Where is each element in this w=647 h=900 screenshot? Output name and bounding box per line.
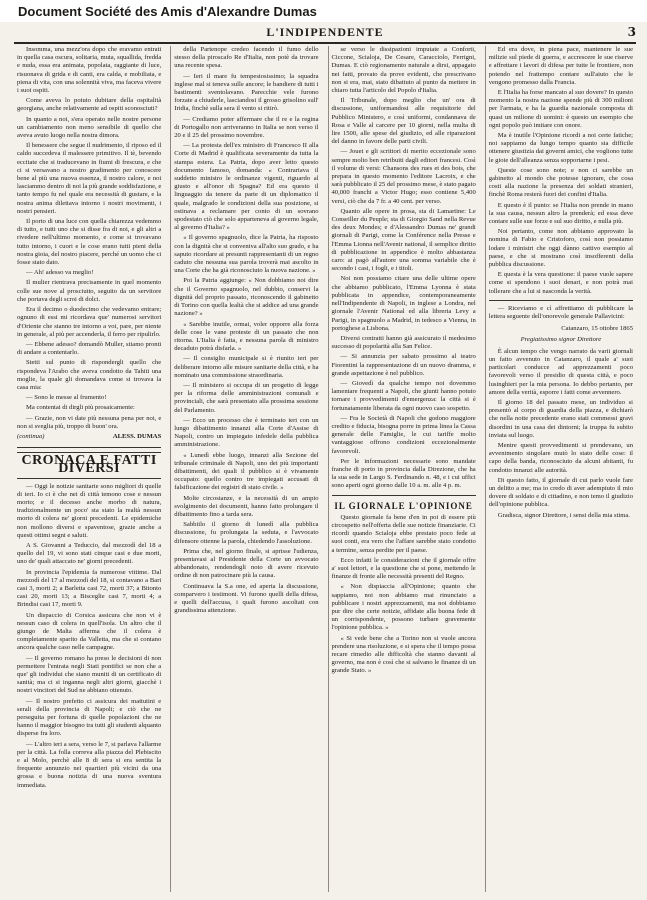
paragraph: « Lunedì ebbe luogo, innanzi alla Sezione del tribunale criminale di Napoli, uno dei più importanti dibattimenti, dei quali il pubblico si è vivamente occupato: quello contro tre impiegati accusati di falsificazione dei registri di stato civile. »	[174, 451, 319, 492]
paragraph: Il mulier rientrava precisamente in quel momento colle sue nove al prosciutto, seguito da un servitore che portava degli scroi di dolci.	[17, 279, 162, 303]
paragraph: Mentre questi provvedimenti si prendevano, un avvenimento singolare mutò lo stato delle cose: il capo della banda, riconosciuto da alcuni abitanti, fu condotto innanzi alle autorità.	[488, 441, 633, 474]
paragraph: Noi non possiamo citare una delle ultime opere che abbiamo pubblicato, l'Emma Lyonna è stata pubblicata in appendice, contemporaneamente nell'Indipendente di Napoli, in inglese a Londra, nel giornale l'Avenir National ed alla libreria Levy a Parigi, in spagnuolo a Madrid, in tedesco a Vienna, in portoghese a Lisbona.	[331, 275, 476, 332]
paragraph: — La protesta dell'ex ministro di Francesco II alla Corte di Madrid è qualificata severamente da tutta la stampa estera. La Patria, dopo aver letto questo documento famoso, domanda: « Contrariava il suddetto ministro le ordinanze vigenti, riguardo al giusto e all'onor di Spagna? Ed era questo il linguaggio da tenere da parte di un diplomatico il quale, malgrado le condizioni della sua posizione, si ostinava a reclamare per conto di un sovrano spodestato ciò che solo apparteneva al governo legale, al governo d'Italia? »	[174, 142, 319, 232]
divider	[17, 447, 161, 448]
paragraph: Ma è inutile l'Opinione ricordi a noi certe fatiche; noi sappiamo da lungo tempo quanto sia difficile ottenere giustizia dai governi amici, che vogliono tutte le gioie dell'alleanza senza sopportarne i pesi.	[488, 132, 633, 164]
paragraph: — Giovedì da qualche tempo noi dovemmo lamentare frequenti a Napoli, che giunti hanno potuto tornare i provvedimenti d'emergenza: la città si è fortunatamente liberata da ogni nuovo caso sospetto.	[331, 379, 476, 412]
paragraph: Poi la Patria aggiunge: « Non dobbiamo noi dire che il Governo spagnuolo, nel dubbio, conservi la dignità del proprio passato, riconoscendo il gabinetto di Torino con quella lealtà che si addice ad una grande nazione? »	[174, 277, 319, 318]
paragraph: Ma contentai di dirgli più prosaicamente:	[26, 404, 135, 412]
news-text	[17, 483, 161, 790]
paragraph: « Sarebbe inutile, ormai, voler opporre alla forza delle cose le vane proteste di un passato che non ritorna. L'Italia è fatta, e nessuna parola di ministro decaduto potrà disfarla. »	[174, 320, 319, 353]
paragraph: In provincia l'epidemia fa numerose vittime. Dal mezzodì del 17 al mezzodì del 18, si contavano a Bari casi 3, morti 2; a Barletta casi 72, morti 37; a Bitonto casi 20, morti 13; a Bisceglie casi 7, morti 4; a Brindisi casi 17, morti 9.	[17, 568, 162, 609]
paragraph: Prima che, nel giorno finale, si aprisse l'udienza, presentavasi al Presidente della Corte un avvocato abbandonato, rendendogli noto di avere ricevuto ordine di non patrocinare più la causa.	[174, 547, 319, 580]
column-2-text	[174, 46, 318, 615]
paragraph: Il porto di una luce con quella chiarezza vedemmo di tutto, e tutti uno che si disse fra di noi, e gli altri a rivedere nell'ultimo momento, e come si trovavano tutto intorno, i cuori e le cose erano tutti pieni della nostra gioia, del nostro piacere, perché un uomo che ci fosse stato dato.	[17, 218, 162, 267]
newspaper-title: L'INDIPENDENTE	[266, 24, 384, 39]
paragraph: Molte circostanze, e la necessità di un ampio svolgimento dei documenti, hanno fatto prolungare il dibattimento fino a tarda sera.	[174, 494, 319, 518]
letter-salutation: Pregiatissimo signor Direttore	[520, 335, 602, 343]
section-heading-opinione: IL GIORNALE L'OPINIONE	[334, 500, 473, 511]
page-header	[14, 22, 636, 44]
paragraph: — Jouet e gli scrittori di merito eccezionale sono sempre molto ben retribuiti dagli editori francesi. Così il volume di versi: Chansons des rues et des bois, che prepara in questo momento l'editore Lacroix, e che sarà pubblicato il 25 del prossimo mese, è stato pagato 40,000 franchi a Victor Hugo; esso contiene 5,400 versi, ciò che da 7 fr. a 40 cent. per verso.	[331, 148, 476, 205]
paragraph: « Non dispiaccia all'Opinione; quanto che sappiamo, noi non abbiamo mai rinunciato a pubblicare i nostri apprezzamenti, ma noi dobbiamo pur dire che certe notizie, affidate alla buona fede di un corrispondente, possono turbare gravemente l'opinione pubblica. »	[331, 583, 476, 632]
letter-dateline: Catanzaro, 15 ottobre 1865	[561, 325, 633, 333]
paragraph: — Il ministero si occupa di un progetto di legge per la riforma delle amministrazioni comunali e provinciali, che sarà presentato alla prossima sessione del Parlamento.	[174, 381, 319, 414]
paragraph: Stetti sul punto di rispondergli quello che rispondeva l'Arabo che aveva condotto da Tahiti una moglie, la quale gli domandava come si trovava la casa mia:	[17, 359, 162, 391]
paragraph: Il benessere che segue il nudrimento, il riposo ed il caldo succedeva il malessere primitivo. Il tè, bevendo eccitate che si traducevano in fiumi di frescura, e che ci si versavano a nostro gradimento per conoscere bene al più una nuova essenza, il nostro calore, e noi lasciammo dentro di noi la più grande soddisfazione, e tanto tempo fu nel quale era necessità di gustare, e la nostra anima dilettava intorno i nostri movimenti, i nostri pensieri.	[17, 142, 162, 215]
paragraph: Ed era dove, in piena pace, mantenere le sue milizie sul piede di guerra, e accrescere le sue riserve e affrettare i lavori di difesa per tutte le frontiere, non potendo nel frattempo contare sull'aiuto che le vengono promesso dalla Francia.	[488, 46, 633, 86]
paragraph: E questo è il punto: se l'Italia non prende in mano la sua causa, nessun altro la prenderà; ed essa deve contare sulle sue forze e sul suo diritto, e nulla più.	[488, 201, 633, 226]
section-heading-cronaca: CRONACA E FATTI DIVERSI	[21, 453, 157, 477]
paragraph: Di questo fatto, il giornale di cui parlo vuole fare un delitto a me; ma io credo di aver adempiuto il mio dovere di soldato e di cittadino, e non temo il giudizio dell'opinione pubblica.	[488, 476, 633, 509]
column-4-text	[489, 46, 633, 296]
continued-label: (continua)	[17, 432, 45, 440]
paragraph: — Ebbene adesso? domandò Muller, stiamo pronti di andare a contentarlo.	[17, 340, 162, 357]
paragraph: se verso le dissipazioni imputate a Conforti, Ciccone, Scialoja, De Cesare, Caracciolo, Ferrigni, Dumas. E ciò regionamento naturale a dirsi, appagato nei fatti, provato da prove evidenti, che prescrivano non si era, mai, stato dibattuto al punto da mettere in chiaro tutta l'articolo del Popolo d'Italia.	[331, 46, 476, 95]
paragraph: — Il nostro prefetto ci assicura dei mattutini e serali della provincia di Napoli; e ciò che ne perseguita per fortuna di quelle popolazioni che ne hanno il maggior bisogno tra tutti gli studenti alquanto disperse fra loro.	[17, 697, 162, 738]
paragraph: E l'Italia ha forse mancato al suo dovere? In questo momento la nostra nazione spende più di 300 milioni per l'armata, e ha la guardia nazionale composta di quasi un milione di uomini: è questo un esempio che ogni popolo può imitare con onore.	[488, 89, 633, 129]
paragraph: È alcun tempo che vengo narrato da varii giornali un fatto avvenuto in Catanzaro, il quale a' suoi particolari conducce ad apprezzamenti poco favorevoli verso il presidio di questa città, e poco lusinghieri per la mia persona. Io debbo pertanto, per amore della verità, esporre i fatti come avvennero.	[488, 347, 633, 396]
paragraph: Insomma, una mezz'ora dopo che eravamo entrati in quella casa oscura, solitaria, muta, squallida, fredda e nuda, essa era animata, popolata, raggiante di luce, risuonava di grida e di canti, era calda, e mobiliata, e piena di vita, con una solennità viva, ma faceva vivere i suoi ospiti.	[17, 46, 162, 95]
paragraph: della Partenope credeo facendo il fumo dello stesso della piroscafo Re d'Italia, non potè da trovare una recente spesa.	[174, 46, 319, 70]
column-1	[14, 46, 164, 892]
column-2	[170, 46, 321, 892]
letter-text	[489, 348, 633, 520]
divider	[332, 495, 476, 496]
paragraph: — L'altro ieri a sera, verso le 7, si parlava l'allarme per la città. La folla correva alla piazza del Plebiscito e al Molo, perchè alle 8 di sera si era sentita la frequente annunzio nei quartieri più vicini da una grossa e buona notizia di una nuova sventura immediata.	[17, 740, 162, 789]
paragraph: — Ieri il mare fu tempestosissimo; la squadra inglese mal si teneva sulle ancore; le bandiere di tutti i bastimenti sventolavano. Parecchie vele furono forzate a chiuderle, lasciandosi il grosso grisolino sull' Iridia, finchè sulla sera il vento si ritirò.	[174, 72, 319, 113]
paragraph: E questa è la vera questione: il paese vuole sapere come si spendono i suoi denari, e non potrà mai tollerare che a lui si nasconda la verità.	[488, 271, 633, 295]
letter-notice: — Riceviamo e cì affrettiamo di pubblicare la lettera seguente dell'onorevole generale Pallavicini:	[488, 304, 633, 321]
paragraph: — Ah! adesso va meglio!	[26, 269, 94, 277]
paragraph: A S. Giovanni a Teduccio, dal mezzodì del 18 a quello del 19, vi sono stati cinque casi e due morti, uno de' quali attaccato ne' giorni precedenti.	[17, 541, 162, 566]
paragraph: — Il governo romano ha preso le decisioni di non permettere l'entrata negli Stati pontifici se non che a que' gli individui che siano muniti di un certificato di sanità; ma ci si inganna negli altri giorni, giacchè i nostri vincitori del Sud ne abbiano ottenuto.	[17, 654, 162, 695]
paragraph: — Si annunzia per sabato prossimo al teatro Fiorentini la rappresentazione di un nuovo dramma, e grande aspettazione è nel pubblico.	[331, 353, 476, 377]
paragraph: Quanto alle opere in prosa, sta di Lamartine: Le Conseiller du Peuple; sta di Giorgio Sand nella Revue des deux Mondes; e d'Alessandro Dumas ne' grandi giornali di Parigi, come la Conférence nella Presse e l'Emma Lionna nell'Avenir national, il semplice diritto di pubblicazione in appendice è molto abbastanza caro: ai pagò all'autore una somma variabile che è secondo i casi, i fogli, e i titoli.	[331, 207, 476, 273]
paragraph: In quanto a noi, s'era operato nelle nostre persone un cambiamento non meno sensibile di quello che aveva avuto luogo nella nostra dimora.	[17, 115, 162, 140]
column-4	[485, 46, 636, 892]
paragraph: Queste cose sono note; e non ci sarebbe un gabinetto al mondo che potesse ignorare, che cosa costi alla nazione la presenza dei soldati stranieri, finchè Roma resterà fuori dei confini d'Italia.	[488, 166, 633, 199]
page-number: 3	[627, 25, 636, 39]
paragraph: Sabbiilo il giorno di lunedì alla pubblica discussione, fu prolungata la seduta, e l'avvocato difensore ottenne la parola, chiedendo l'assoluzione.	[174, 521, 319, 545]
paragraph: — Il consiglio municipale si è riunito ieri per deliberare intorno alle misure sanitarie della città, e ha nominato una commissione straordinaria.	[174, 355, 319, 379]
paragraph: « Si vede bene che a Torino non si vuole ancora prendere una risoluzione, e si spera che il tempo possa recare rimedio alle difficoltà che stanno davanti al governo, ma non è così che si salvano le finanze di un grande Stato. »	[331, 634, 476, 675]
paragraph: Ecco infatti le considerazioni che il giornale offre a' suoi lettori, e la questione che si pone, mettendo le finanze di fronte alle necessità presenti del Regno.	[331, 556, 476, 581]
paragraph: Continuava la S.a one, ed aperta la discussione, comparvero i testimoni. Vi furono quelli della difesa, e quelli dell'accusa, i quali furono ascoltati con grandissima attenzione.	[174, 582, 319, 615]
divider	[17, 478, 161, 479]
opinione-text	[332, 514, 476, 676]
column-3	[328, 46, 479, 892]
paragraph: Questo giornale fa bene d'en in poi di essere più circospetto nell'offerta delle sue notizie finanziarie. Ci ricordi quando Scialoja ebbe prestato poco fede ai suoi conti, era vero che l'affare sarebbe stato condotto a termine, senza perdite per il paese.	[331, 513, 476, 554]
paragraph: Un dispaccio di Corsica assicura che non vi è nessun caso di colera in quell'isola. Un altro che il giungo de Malta afferma che il colera è completamente sparito da Valletta, ma che si contano ancora qualche caso nelle campagne.	[17, 611, 162, 652]
serial-signature	[17, 433, 161, 441]
paragraph: — Fra le Società di Napoli che godono maggiore credito e fiducia, bisogna porre in prima linea la Cassa generale delle Famiglie, le cui tariffe molto vantaggiose offrono condizioni eccezionalmente favorevoli.	[331, 414, 476, 455]
paragraph: Noi pertanto, come non abbiamo approvato la nomina di Fabio e Cristoforo, così non possiamo lodare i ministri che oggi dànno cattivo esempio al paese, e che si mostrano così insofferenti della pubblica discussione.	[488, 228, 633, 269]
paragraph: — Sono le messe al frumento!	[26, 394, 107, 402]
paragraph: — Crediamo poter affermare che il re e la regina di Portogallo non arriveranno in Italia se non verso il 20 e il 25 del prossimo novembre.	[174, 115, 319, 140]
paragraph: — Oggi le notizie sanitarie sono migliori di quelle di ieri. Io ci è che nei dì città temono cose e nessun morto; e il decesso anche morbo di natura, tradizionalmente un poco' sta stato la realtà nessun morto di colera ne' giorni precedenti. Le epidemiche non mollono diversi e spaventose, grazie anche a questi ottimi segni e saluti.	[17, 482, 162, 539]
paragraph: Il giorno 18 del passato mese, un individuo si presentò al corpo di guardia della piazza, e dichiarò che nella notte precedente erano stati commessi gravi disordini in una casa dei dintorni; la truppa fu subito inviata sul luogo.	[488, 398, 633, 439]
paragraph: — Ecco un processo che è terminato ieri con un lungo dibattimento innanzi alla Corte d'Assise di Napoli, contro un impiegato infedele della pubblica amministrazione.	[174, 416, 319, 449]
paragraph: Per le informazioni necessarie sono mandate franche di porto in provincia dalla Direzione, che ha la sua sede in Largo S. Ferdinando n. 48, e i cui uffici sono aperti ogni giorno dalle 10 a. m. alle 4 p. m.	[331, 457, 476, 490]
paragraph: Il Tribunale, dopo meglio che un' ora di discussione, uniformandosi alle requisitorie del Pubblico Ministero, e così uniformi, condannava de Rosa e Valle al carcere per 10 giorni, nella multa di lire 1500, alle spese del giudizio, ed alle riparazioni del danno in favore delle parti civili.	[331, 97, 476, 146]
paragraph: — Grazie, non vi date più nessuna pena per noi, e non si sveglia più, troppo di buon' ora.	[17, 414, 162, 430]
paragraph: Era il decimo o duodecimo che vedevamo entrare; ognuno di essi mi ricordava que' numerosi servitori d'Oriente che stanno tre intorno a voi, pare, per niente in generale, al più per accenderla, il ferro per ripulirlo.	[17, 306, 162, 338]
serial-author: ALESS. DUMAS	[112, 432, 162, 440]
divider	[489, 300, 633, 301]
serial-text	[17, 46, 161, 431]
source-banner: Document Société des Amis d'Alexandre Dumas	[0, 0, 647, 22]
column-3-text	[332, 46, 476, 491]
paragraph: Come aveva lo potuto dubitare della ospitalità georgiana, anche relativamente ad ospiti sconosciuti?	[17, 97, 162, 113]
paragraph: Diversi contratti hanno già assicurato il medesimo successo di popolarità alla San Felice.	[331, 334, 476, 351]
paragraph: « Il governo spagnuolo, dice la Patria, ha risposto con la dignità che si conveniva all'alto suo grado, e ha saputo ricordare ai presunti rappresentanti di un regno caduto che nessuna sua parola troverà mai ascolto in una Corte che ha già riconosciuto la nuova nazione. »	[174, 234, 319, 275]
paragraph: Gradisca, signor Direttore, i sensi della mia stima.	[497, 511, 630, 519]
columns	[14, 46, 636, 892]
